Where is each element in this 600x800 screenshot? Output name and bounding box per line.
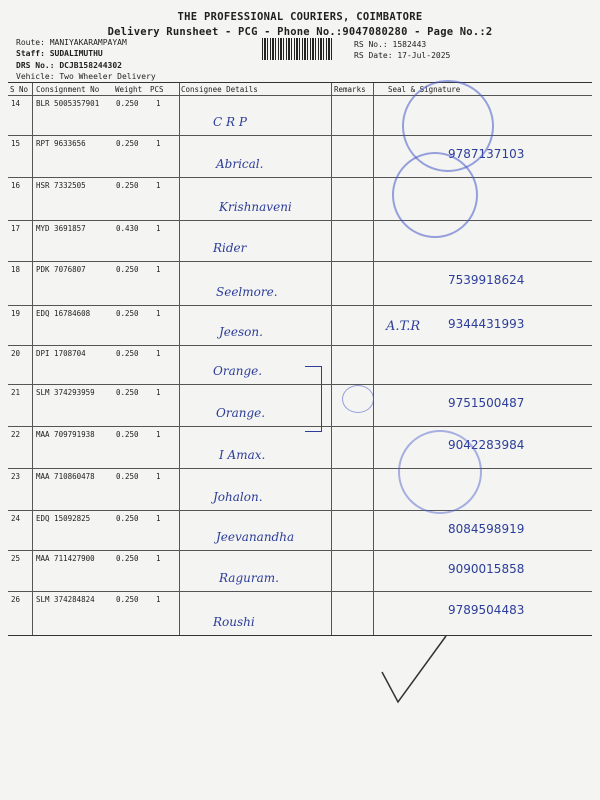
consignee-handwriting: Seelmore. — [216, 285, 278, 299]
pcs-cell: 1 — [156, 99, 161, 108]
consignment-cell: MAA 709791938 — [36, 430, 95, 439]
col-header-signature: Seal & Signature — [388, 85, 461, 94]
row-divider — [8, 384, 592, 385]
consignment-cell: DPI 1708704 — [36, 349, 86, 358]
consignment-cell: SLM 374284824 — [36, 595, 95, 604]
runsheet-table — [8, 82, 592, 636]
sno-cell: 15 — [11, 139, 21, 148]
consignee-handwriting: Orange. — [213, 364, 263, 378]
pcs-cell: 1 — [156, 349, 161, 358]
row-divider — [8, 426, 592, 427]
weight-cell: 0.250 — [116, 139, 139, 148]
row-divider — [8, 220, 592, 221]
sno-cell: 16 — [11, 181, 21, 190]
pcs-cell: 1 — [156, 554, 161, 563]
weight-cell: 0.250 — [116, 181, 139, 190]
col-divider — [373, 83, 374, 635]
barcode — [262, 38, 334, 60]
weight-cell: 0.250 — [116, 388, 139, 397]
pcs-cell: 1 — [156, 139, 161, 148]
sno-cell: 24 — [11, 514, 21, 523]
consignment-cell: EDQ 16784608 — [36, 309, 91, 318]
phone-handwriting: 9751500487 — [448, 396, 525, 410]
consignment-cell: MYD 3691857 — [36, 224, 86, 233]
pcs-cell: 1 — [156, 181, 161, 190]
consignment-cell: SLM 374293959 — [36, 388, 95, 397]
row-divider — [8, 177, 592, 178]
pcs-cell: 1 — [156, 388, 161, 397]
weight-cell: 0.430 — [116, 224, 139, 233]
weight-cell: 0.250 — [116, 309, 139, 318]
pcs-cell: 1 — [156, 265, 161, 274]
row-divider — [8, 591, 592, 592]
sno-cell: 22 — [11, 430, 21, 439]
row-divider — [8, 135, 592, 136]
phone-handwriting: 9787137103 — [448, 147, 525, 161]
consignee-handwriting: Johalon. — [213, 490, 263, 504]
circle-mark — [342, 385, 374, 413]
company-title: THE PROFESSIONAL COURIERS, COIMBATORE — [177, 11, 423, 23]
sno-cell: 26 — [11, 595, 21, 604]
consignment-cell: PDK 7076807 — [36, 265, 86, 274]
signature-handwriting: A.T.R — [386, 319, 421, 334]
company-seal-stamp — [392, 152, 478, 238]
phone-handwriting: 9789504483 — [448, 603, 525, 617]
weight-cell: 0.250 — [116, 99, 139, 108]
consignee-handwriting: C R P — [213, 115, 247, 129]
weight-cell: 0.250 — [116, 349, 139, 358]
bracket-mark — [305, 366, 322, 432]
vehicle-label: Vehicle: Two Wheeler Delivery — [16, 72, 156, 81]
consignment-cell: HSR 7332505 — [36, 181, 86, 190]
consignee-handwriting: I Amax. — [219, 448, 266, 462]
company-seal-stamp — [398, 430, 482, 514]
phone-handwriting: 9090015858 — [448, 562, 525, 576]
col-header-consignee: Consignee Details — [181, 85, 258, 94]
row-divider — [8, 345, 592, 346]
header-divider — [8, 95, 592, 96]
pcs-cell: 1 — [156, 309, 161, 318]
col-header-sno: S No — [10, 85, 29, 94]
sno-cell: 21 — [11, 388, 21, 397]
sno-cell: 17 — [11, 224, 21, 233]
phone-handwriting: 9344431993 — [448, 317, 525, 331]
rs-no-label: RS No.: 1582443 — [354, 40, 427, 49]
col-header-weight: Weight — [115, 85, 143, 94]
col-header-consignment: Consignment No — [36, 85, 100, 94]
col-header-remarks: Remarks — [334, 85, 366, 94]
sno-cell: 23 — [11, 472, 21, 481]
sno-cell: 25 — [11, 554, 21, 563]
consignee-handwriting: Jeeson. — [219, 325, 263, 339]
consignee-handwriting: Raguram. — [219, 571, 279, 585]
row-divider — [8, 550, 592, 551]
pcs-cell: 1 — [156, 224, 161, 233]
pcs-cell: 1 — [156, 514, 161, 523]
pcs-cell: 1 — [156, 595, 161, 604]
consignee-handwriting: Orange. — [216, 406, 266, 420]
consignment-cell: RPT 9633656 — [36, 139, 86, 148]
weight-cell: 0.250 — [116, 265, 139, 274]
weight-cell: 0.250 — [116, 430, 139, 439]
row-divider — [8, 305, 592, 306]
sno-cell: 20 — [11, 349, 21, 358]
delivery-tick-mark — [378, 632, 450, 710]
consignment-cell: MAA 710860478 — [36, 472, 95, 481]
consignment-cell: EDQ 15092825 — [36, 514, 91, 523]
col-header-pcs: PCS — [150, 85, 164, 94]
consignee-handwriting: Krishnaveni — [219, 200, 292, 214]
weight-cell: 0.250 — [116, 472, 139, 481]
phone-handwriting: 8084598919 — [448, 522, 525, 536]
weight-cell: 0.250 — [116, 554, 139, 563]
consignee-handwriting: Jeevanandha — [216, 530, 295, 544]
rs-date-label: RS Date: 17-Jul-2025 — [354, 51, 451, 60]
row-divider — [8, 510, 592, 511]
sno-cell: 14 — [11, 99, 21, 108]
weight-cell: 0.250 — [116, 595, 139, 604]
runsheet-subtitle: Delivery Runsheet - PCG - Phone No.:9047080280 - Page No.:2 — [107, 26, 493, 38]
consignment-cell: BLR 5005357901 — [36, 99, 100, 108]
route-label: Route: MANIYAKARAMPAYAM — [16, 38, 127, 47]
consignee-handwriting: Roushi — [213, 615, 255, 629]
col-divider — [32, 83, 33, 635]
pcs-cell: 1 — [156, 430, 161, 439]
row-divider — [8, 468, 592, 469]
phone-handwriting: 7539918624 — [448, 273, 525, 287]
consignee-handwriting: Abrical. — [216, 157, 264, 171]
sno-cell: 18 — [11, 265, 21, 274]
consignment-cell: MAA 711427900 — [36, 554, 95, 563]
phone-handwriting: 9042283984 — [448, 438, 525, 452]
col-divider — [331, 83, 332, 635]
row-divider — [8, 261, 592, 262]
weight-cell: 0.250 — [116, 514, 139, 523]
col-divider — [179, 83, 180, 635]
sno-cell: 19 — [11, 309, 21, 318]
drs-label: DRS No.: DCJB158244302 — [16, 61, 122, 70]
consignee-handwriting: Rider — [213, 241, 247, 255]
staff-label: Staff: SUDALIMUTHU — [16, 49, 103, 58]
pcs-cell: 1 — [156, 472, 161, 481]
